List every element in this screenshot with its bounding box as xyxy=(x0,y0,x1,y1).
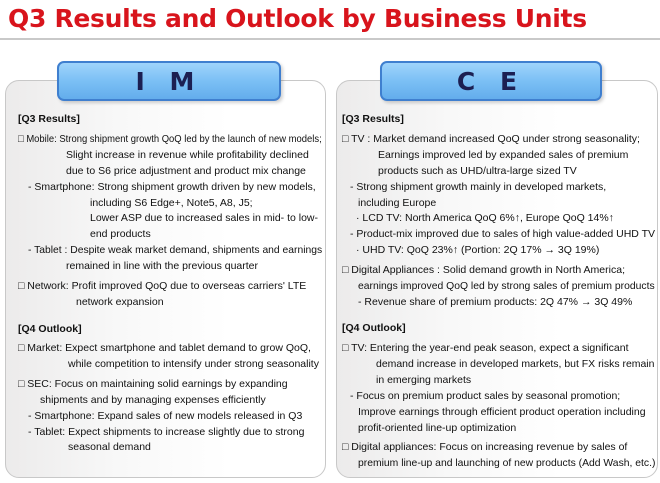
ce-q3-line: - Strong shipment growth mainly in developed markets, xyxy=(350,181,607,193)
im-q4-line: □ SEC: Focus on maintaining solid earnings by expanding xyxy=(18,378,288,390)
ce-q3-line: including Europe xyxy=(358,197,437,209)
ce-q4-line: demand increase in developed markets, but FX risks remain xyxy=(376,358,655,370)
ce-q4-line: Improve earnings through efficient product operation including xyxy=(358,406,646,418)
ce-q4-header: [Q4 Outlook] xyxy=(342,322,406,334)
im-q3-line: - Tablet : Despite weak market demand, shipments and earnings xyxy=(28,244,323,256)
ce-q4-line: in emerging markets xyxy=(376,374,472,386)
im-q3-line: due to S6 price adjustment and product mix change xyxy=(66,165,306,177)
ce-q3-line: Earnings improved led by expanded sales of premium xyxy=(378,149,629,161)
ce-q3-line: □ TV : Market demand increased QoQ under strong seasonality; xyxy=(342,133,640,145)
im-q3-line: □ Network: Profit improved QoQ due to overseas carriers' LTE xyxy=(18,280,307,292)
ce-q4-line: □ Digital appliances: Focus on increasing revenue by sales of xyxy=(342,441,628,453)
ce-q3-line: · LCD TV: North America QoQ 6%↑, Europe QoQ 14%↑ xyxy=(356,212,614,224)
im-q4-line: while competition to intensify under strong seasonality xyxy=(68,358,319,370)
ce-tab: C E xyxy=(380,61,602,101)
im-q3-line: network expansion xyxy=(76,296,164,308)
im-q4-header: [Q4 Outlook] xyxy=(18,323,82,335)
ce-q3-line: · UHD TV: QoQ 23%↑ (Portion: 2Q 17% → 3Q 19%) xyxy=(356,244,600,256)
im-q4-line: shipments and by managing expenses efficiently xyxy=(40,394,266,406)
ce-q4-line: premium line-up and launching of new products (Add Wash, etc.) xyxy=(358,457,656,469)
im-q3-line: end products xyxy=(90,228,151,240)
im-q3-header: [Q3 Results] xyxy=(18,113,80,125)
ce-q4-line: - Focus on premium product sales by seasonal promotion; xyxy=(350,390,621,402)
im-q3-line: - Smartphone: Strong shipment growth driven by new models, xyxy=(28,181,316,193)
title-divider xyxy=(0,38,660,40)
im-q4-line: □ Market: Expect smartphone and tablet demand to grow QoQ, xyxy=(18,342,311,354)
im-q3-line: □ Mobile: Strong shipment growth QoQ led by the launch of new models; xyxy=(18,133,322,145)
im-q4-line: - Tablet: Expect shipments to increase slightly due to strong xyxy=(28,426,305,438)
im-tab: I M xyxy=(57,61,281,101)
im-q3-line: remained in line with the previous quarter xyxy=(66,260,259,272)
ce-q3-line: products such as UHD/ultra-large sized TV xyxy=(378,165,577,177)
im-q3-line: Slight increase in revenue while profitability declined xyxy=(66,149,309,161)
ce-q4-line: profit-oriented line-up optimization xyxy=(358,422,517,434)
im-q4-line: seasonal demand xyxy=(68,441,151,453)
im-q3-line: Lower ASP due to increased sales in mid- to low- xyxy=(90,212,319,224)
im-q4-line: - Smartphone: Expand sales of new models released in Q3 xyxy=(28,410,303,422)
ce-q3-line: earnings improved QoQ led by strong sales of premium products xyxy=(358,280,655,292)
ce-q3-line: - Product-mix improved due to sales of high value-added UHD TV xyxy=(350,228,656,240)
ce-q3-line: □ Digital Appliances : Solid demand growth in North America; xyxy=(342,264,625,276)
page-title: Q3 Results and Outlook by Business Units xyxy=(8,4,587,33)
ce-q4-line: □ TV: Entering the year-end peak season, expect a significant xyxy=(342,342,629,354)
ce-q3-header: [Q3 Results] xyxy=(342,113,404,125)
ce-q3-line: - Revenue share of premium products: 2Q 47% → 3Q 49% xyxy=(358,296,633,308)
im-q3-line: including S6 Edge+, Note5, A8, J5; xyxy=(90,197,253,209)
